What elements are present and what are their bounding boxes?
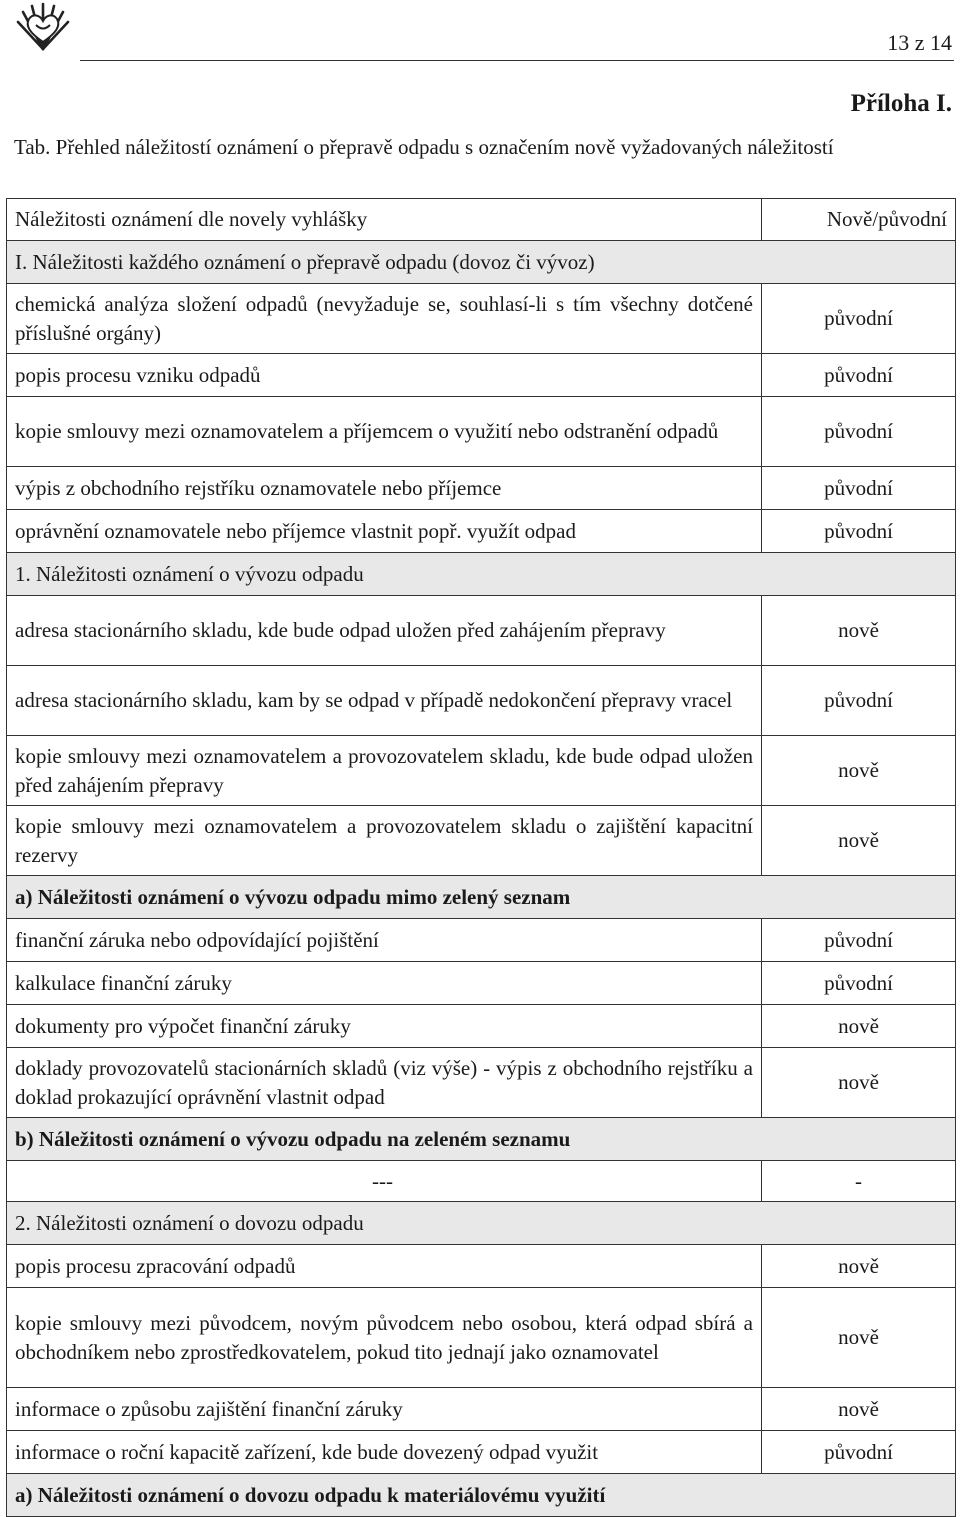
status-cell: původní (762, 467, 956, 510)
requirements-table (6, 198, 956, 1517)
header-status: Nově/původní (762, 199, 956, 241)
status-cell: nově (762, 1245, 956, 1288)
status-cell: původní (762, 510, 956, 553)
page-number: 13 z 14 (887, 30, 952, 55)
table-row (7, 284, 956, 354)
section-heading: I. Náležitosti každého oznámení o přepravě odpadu (dovoz či vývoz) (7, 241, 956, 284)
table-row (7, 806, 956, 876)
section-row (7, 1474, 956, 1517)
table-row (7, 397, 956, 467)
status-cell: původní (762, 354, 956, 397)
section-heading: b) Náležitosti oznámení o vývozu odpadu na zeleném seznamu (7, 1118, 956, 1161)
table-row (7, 510, 956, 553)
status-cell: původní (762, 919, 956, 962)
table-row (7, 666, 956, 736)
requirement-text: kalkulace finanční záruky (7, 962, 762, 1005)
status-cell: nově (762, 736, 956, 806)
section-row (7, 876, 956, 919)
section-heading: a) Náležitosti oznámení o dovozu odpadu k materiálovému využití (7, 1474, 956, 1517)
requirement-text: kopie smlouvy mezi oznamovatelem a provozovatelem skladu o zajištění kapacitní rezervy (7, 806, 762, 876)
status-cell: nově (762, 596, 956, 666)
status-cell: nově (762, 1288, 956, 1388)
table-row (7, 354, 956, 397)
table-body (7, 199, 956, 1517)
table-row (7, 1388, 956, 1431)
requirement-text: kopie smlouvy mezi oznamovatelem a příjemcem o využití nebo odstranění odpadů (7, 397, 762, 467)
status-cell: nově (762, 806, 956, 876)
table-row (7, 596, 956, 666)
section-heading: 2. Náležitosti oznámení o dovozu odpadu (7, 1202, 956, 1245)
table-row (7, 1288, 956, 1388)
requirement-text: chemická analýza složení odpadů (nevyžaduje se, souhlasí-li s tím všechny dotčené příslušné orgány) (7, 284, 762, 354)
table-row (7, 962, 956, 1005)
section-row (7, 1118, 956, 1161)
header-rule (80, 60, 954, 61)
requirement-text: kopie smlouvy mezi původcem, novým původcem nebo osobou, která odpad sbírá a obchodníkem nebo zprostředkovatelem, pokud tito jednají jako oznamovatel (7, 1288, 762, 1388)
section-heading: 1. Náležitosti oznámení o vývozu odpadu (7, 553, 956, 596)
requirement-text: finanční záruka nebo odpovídající pojištění (7, 919, 762, 962)
table-header-row (7, 199, 956, 241)
table-row (7, 919, 956, 962)
requirement-text: dokumenty pro výpočet finanční záruky (7, 1005, 762, 1048)
status-cell: původní (762, 666, 956, 736)
empty-requirement: --- (7, 1161, 762, 1202)
table-row (7, 1048, 956, 1118)
table-row (7, 467, 956, 510)
requirement-text: popis procesu zpracování odpadů (7, 1245, 762, 1288)
status-cell: nově (762, 1005, 956, 1048)
requirement-text: adresa stacionárního skladu, kam by se odpad v případě nedokončení přepravy vracel (7, 666, 762, 736)
table-row (7, 1431, 956, 1474)
status-cell: nově (762, 1388, 956, 1431)
header-requirements: Náležitosti oznámení dle novely vyhlášky (7, 199, 762, 241)
requirement-text: informace o roční kapacitě zařízení, kde bude dovezený odpad využit (7, 1431, 762, 1474)
requirement-text: kopie smlouvy mezi oznamovatelem a provozovatelem skladu, kde bude odpad uložen před zahájením přepravy (7, 736, 762, 806)
requirement-text: adresa stacionárního skladu, kde bude odpad uložen před zahájením přepravy (7, 596, 762, 666)
requirement-text: informace o způsobu zajištění finanční záruky (7, 1388, 762, 1431)
status-cell: původní (762, 284, 956, 354)
section-row (7, 1202, 956, 1245)
requirement-text: výpis z obchodního rejstříku oznamovatele nebo příjemce (7, 467, 762, 510)
section-row (7, 241, 956, 284)
table-row (7, 736, 956, 806)
status-cell: původní (762, 397, 956, 467)
section-heading: a) Náležitosti oznámení o vývozu odpadu mimo zelený seznam (7, 876, 956, 919)
status-cell: původní (762, 1431, 956, 1474)
status-cell: původní (762, 962, 956, 1005)
section-row (7, 553, 956, 596)
status-cell: nově (762, 1048, 956, 1118)
requirement-text: oprávnění oznamovatele nebo příjemce vlastnit popř. využít odpad (7, 510, 762, 553)
table-row (7, 1245, 956, 1288)
requirement-text: popis procesu vzniku odpadů (7, 354, 762, 397)
requirement-text: doklady provozovatelů stacionárních skladů (viz výše) - výpis z obchodního rejstříku a doklad prokazující oprávnění vlastnit odpad (7, 1048, 762, 1118)
annex-title: Příloha I. (850, 90, 952, 117)
table-row (7, 1005, 956, 1048)
empty-row (7, 1161, 956, 1202)
table-caption: Tab. Přehled náležitostí oznámení o přepravě odpadu s označením nově vyžadovaných náležitostí (14, 135, 834, 159)
status-cell: - (762, 1161, 956, 1202)
logo-heart-emblem (14, 2, 72, 52)
